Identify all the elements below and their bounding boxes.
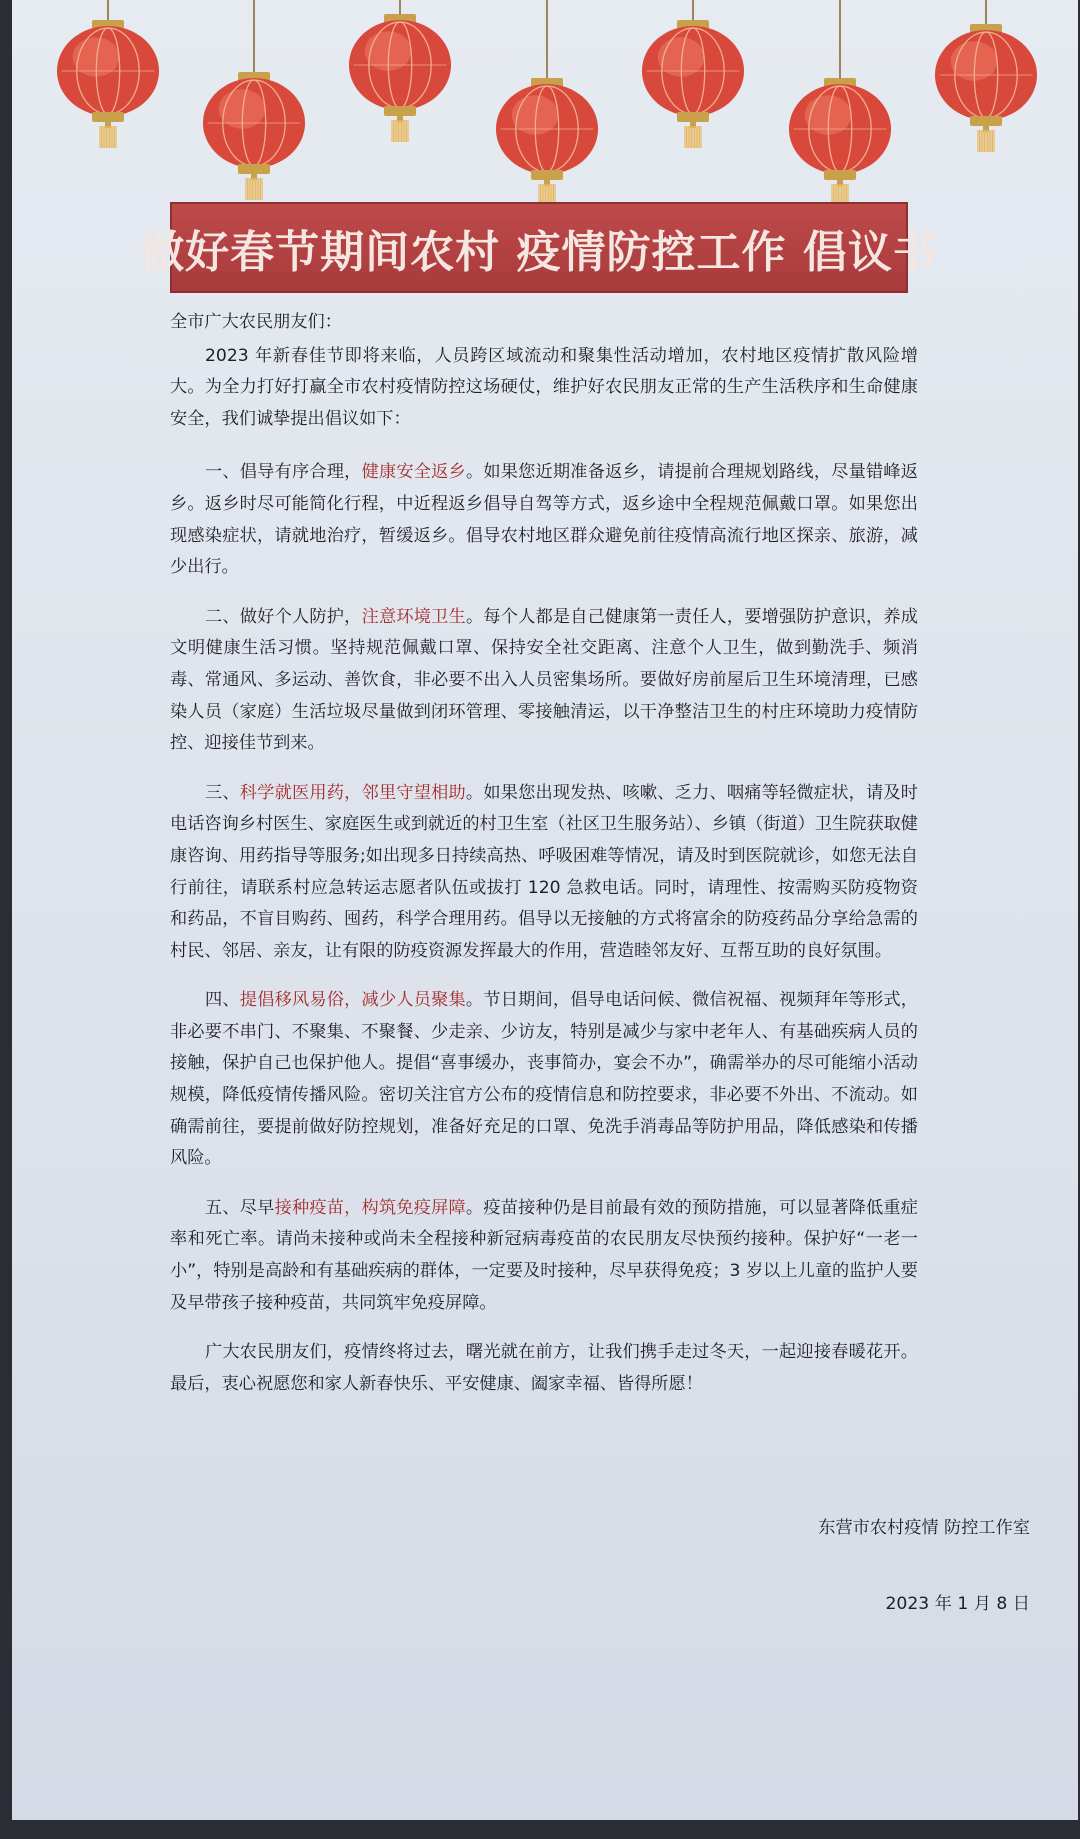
date: 2023 年 1 月 8 日 bbox=[885, 1594, 1030, 1614]
red-lantern-icon bbox=[782, 0, 898, 214]
section-3-body: 。如果您出现发热、咳嗽、乏力、咽痛等轻微症状，请及时电话咨询乡村医生、家庭医生或到就近的村卫生室（社区卫生服务站）、乡镇（街道）卫生院获取健康咨询、用药指导等服务;如出现多日持续高热、呼吸困难等情况，请及时到医院就诊，如您无法自行前往，请联系村应急转运志愿者队伍或拔打 120 急救电话。同时，请理性、按需购买防疫物资和药品，不盲目购药、囤药，科学合理用药。倡导以无接触的方式将富余的防疫药品分享给急需的村民、邻居、亲友，让有限的防疫资源发挥最大的作用，营造睦邻友好、互帮互助的良好氛围。 bbox=[170, 782, 918, 961]
section-4 bbox=[170, 985, 918, 1175]
title-banner bbox=[140, 202, 938, 293]
section-1-prefix: 一、倡导有序合理， bbox=[205, 462, 362, 483]
salutation: 全市广大农民朋友们： bbox=[170, 312, 342, 332]
section-5 bbox=[170, 1193, 918, 1319]
letter-body bbox=[170, 307, 918, 1418]
section-1 bbox=[170, 457, 918, 583]
red-lantern-icon bbox=[489, 0, 605, 214]
section-5-prefix: 五、尽早 bbox=[205, 1197, 275, 1218]
section-2-body: 。每个人都是自己健康第一责任人，要增强防护意识，养成文明健康生活习惯。坚持规范佩戴口罩、保持安全社交距离、注意个人卫生，做到勤洗手、频消毒、常通风、多运动、善饮食，非必要不出入人员密集场所。要做好房前屋后卫生环境清理，已感染人员（家庭）生活垃圾尽量做到闭环管理、零接触清运，以干净整洁卫生的村庄环境助力疫情防控、迎接佳节到来。 bbox=[170, 606, 918, 754]
page-title: 做好春节期间农村 疫情防控工作 倡议书 bbox=[140, 226, 938, 278]
red-lantern-icon bbox=[635, 0, 751, 156]
section-4-highlight: 提倡移风易俗，减少人员聚集 bbox=[239, 990, 466, 1011]
section-4-body: 。节日期间，倡导电话问候、微信祝福、视频拜年等形式，非必要不串门、不聚集、不聚餐、少走亲、少访友，特别是减少与家中老年人、有基础疾病人员的接触，保护自己也保护他人。提倡“喜事缓办，丧事简办，宴会不办”，确需举办的尽可能缩小活动规模，降低疫情传播风险。密切关注官方公布的疫情信息和防控要求，非必要不外出、不流动。如确需前往，要提前做好防控规划，准备好充足的口罩、免洗手消毒品等防护用品，降低感染和传播风险。 bbox=[170, 990, 918, 1169]
intro-paragraph: 2023 年新春佳节即将来临，人员跨区域流动和聚集性活动增加，农村地区疫情扩散风险增大。为全力打好打赢全市农村疫情防控这场硬仗，维护好农民朋友正常的生产生活秩序和生命健康安全，我们诚挚提出倡议如下： bbox=[170, 345, 918, 429]
section-3 bbox=[170, 778, 918, 968]
signature: 东营市农村疫情 防控工作室 bbox=[818, 1518, 1030, 1538]
section-2 bbox=[170, 602, 918, 760]
section-1-body: 。如果您近期准备返乡，请提前合理规划路线，尽量错峰返乡。返乡时尽可能简化行程，中近程返乡倡导自驾等方式，返乡途中全程规范佩戴口罩。如果您出现感染症状，请就地治疗，暂缓返乡。倡导农村地区群众避免前往疫情高流行地区探亲、旅游，减少出行。 bbox=[170, 462, 918, 578]
section-2-prefix: 二、做好个人防护， bbox=[205, 606, 362, 627]
section-2-highlight: 注意环境卫生 bbox=[361, 606, 466, 627]
red-lantern-icon bbox=[342, 0, 458, 150]
section-5-body: 。疫苗接种仍是目前最有效的预防措施，可以显著降低重症率和死亡率。请尚未接种或尚未全程接种新冠病毒疫苗的农民朋友尽快预约接种。保护好“一老一小”，特别是高龄和有基础疾病的群体，一定要及时接种，尽早获得免疫；3 岁以上儿童的监护人要及早带孩子接种疫苗，共同筑牢免疫屏障。 bbox=[170, 1197, 918, 1313]
section-5-highlight: 接种疫苗，构筑免疫屏障 bbox=[274, 1197, 466, 1218]
red-lantern-icon bbox=[928, 0, 1044, 160]
section-4-prefix: 四、 bbox=[205, 990, 240, 1011]
section-3-prefix: 三、 bbox=[205, 782, 240, 803]
red-lantern-icon bbox=[50, 0, 166, 156]
section-1-highlight: 健康安全返乡 bbox=[361, 462, 466, 483]
red-lantern-icon bbox=[196, 0, 312, 208]
closing-paragraph: 广大农民朋友们，疫情终将过去，曙光就在前方，让我们携手走过冬天，一起迎接春暖花开。最后，衷心祝愿您和家人新春快乐、平安健康、阖家幸福、皆得所愿！ bbox=[170, 1342, 918, 1394]
section-3-highlight: 科学就医用药，邻里守望相助 bbox=[239, 782, 466, 803]
letter-page bbox=[12, 0, 1078, 1820]
